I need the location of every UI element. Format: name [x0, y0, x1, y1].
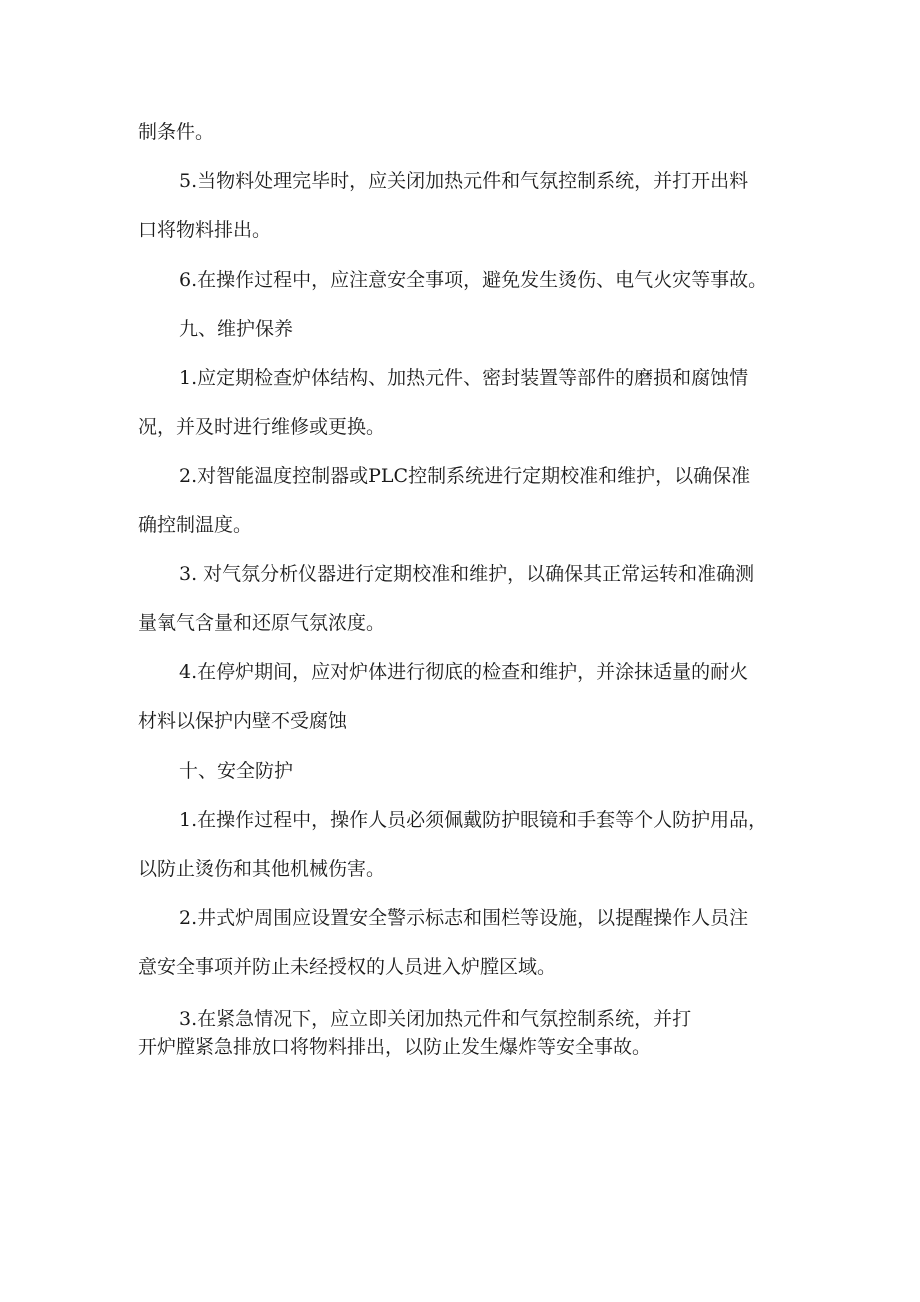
- text-line: 1.应定期检查炉体结构、加热元件、密封装置等部件的磨损和腐蚀情: [179, 367, 749, 389]
- text-line: 材料以保护内壁不受腐蚀: [138, 710, 348, 732]
- text-line: 开炉膛紧急排放口将物料排出，以防止发生爆炸等安全事故。: [138, 1036, 652, 1058]
- section-heading: 十、安全防护: [179, 760, 294, 782]
- text-line: 量氧气含量和还原气氛浓度。: [138, 612, 386, 634]
- text-line: 2.井式炉周围应设置安全警示标志和围栏等设施，以提醒操作人员注: [179, 907, 749, 929]
- text-line: 2.对智能温度控制器或PLC控制系统进行定期校准和维护，以确保准: [179, 465, 751, 487]
- text-line: 况，并及时进行维修或更换。: [138, 416, 386, 438]
- text-line: 4.在停炉期间，应对炉体进行彻底的检查和维护，并涂抹适量的耐火: [179, 661, 749, 683]
- text-line: 口将物料排出。: [138, 219, 272, 241]
- text-line: 制条件。: [138, 121, 215, 143]
- text-line: 确控制温度。: [138, 514, 253, 536]
- text-line: 3. 对气氛分析仪器进行定期校准和维护，以确保其正常运转和准确测: [179, 563, 755, 585]
- text-line: 6.在操作过程中，应注意安全事项，避免发生烫伤、电气火灾等事故。: [179, 269, 768, 291]
- section-heading: 九、维护保养: [179, 318, 294, 340]
- text-line: 5.当物料处理完毕时，应关闭加热元件和气氛控制系统，并打开出料: [179, 170, 749, 192]
- text-line: 意安全事项并防止未经授权的人员进入炉膛区域。: [138, 956, 557, 978]
- text-line: 以防止烫伤和其他机械伤害。: [138, 858, 386, 880]
- text-line: 1.在操作过程中，操作人员必须佩戴防护眼镜和手套等个人防护用品，: [179, 809, 768, 831]
- text-line: 3.在紧急情况下，应立即关闭加热元件和气氛控制系统，并打: [179, 1008, 692, 1030]
